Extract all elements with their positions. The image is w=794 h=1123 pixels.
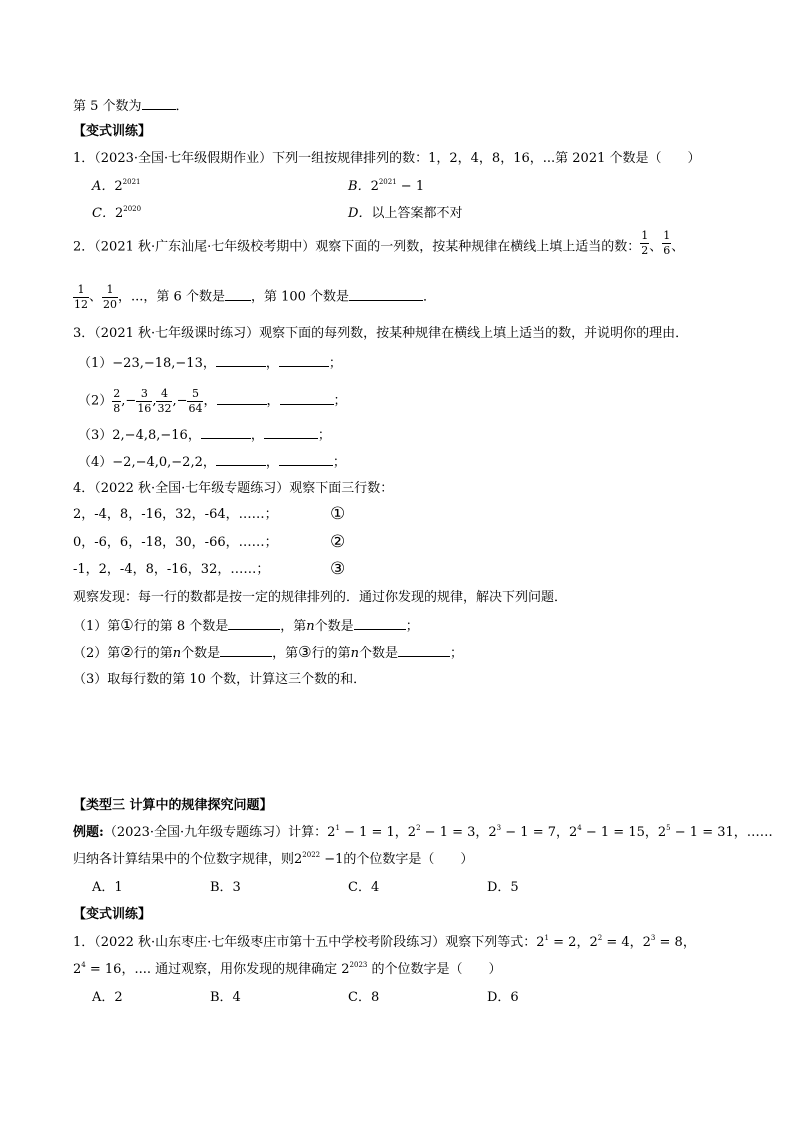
- type-three-heading: 【类型三 计算中的规律探究问题】: [73, 798, 273, 813]
- fraction: [662, 230, 671, 256]
- separator: ,: [152, 393, 157, 409]
- numerator: 1: [102, 284, 118, 298]
- equation-result: = 8，: [655, 935, 696, 950]
- q3-sub-2: [78, 388, 347, 414]
- part-text: 行的第: [133, 646, 173, 661]
- semicolon: ；: [332, 455, 346, 470]
- example-text: 归纳各计算结果中的个位数字规律，则: [73, 852, 295, 867]
- answer-blank: [279, 355, 329, 367]
- period: ．: [175, 99, 189, 114]
- q4-row-3: -1，2，-4，8，-16，32，……；: [73, 562, 270, 577]
- comma: ，: [266, 393, 280, 409]
- power-base: 2: [294, 852, 303, 867]
- option-text: 以上答案都不对: [371, 206, 463, 221]
- q4-observe-text: 观察发现：每一行的数都是按一定的规律排列的．通过你发现的规律，解决下列问题．: [73, 590, 568, 605]
- power-exponent: 1: [335, 824, 340, 832]
- row-marker: ①: [120, 616, 134, 634]
- q1-option-d: [348, 207, 462, 220]
- question-1-stem: 1．（2023·全国·七年级假期作业）下列一组按规律排列的数：1，2，4，8，16，...第 2021 个数是（ ）: [73, 151, 701, 166]
- power-exponent: 4: [577, 824, 582, 832]
- example-option-d: D．5: [487, 880, 519, 895]
- q1-option-b: [348, 180, 424, 193]
- answer-blank: [142, 98, 176, 110]
- question-2-line-2: [73, 284, 436, 310]
- comma: ，: [202, 455, 216, 470]
- comma: ，: [202, 356, 216, 371]
- option-exponent: 2021: [378, 178, 397, 186]
- fraction: [187, 388, 203, 414]
- row-2-marker: ②: [330, 532, 346, 552]
- variant-question-1-line-1: [73, 936, 696, 949]
- part-text: 行的第 8 个数是: [133, 619, 229, 634]
- power-exponent: 1: [544, 934, 550, 942]
- equation-result: − 1 = 7，: [501, 825, 569, 840]
- part-text: 个数是: [359, 646, 399, 661]
- fraction: [112, 388, 121, 414]
- row-1-marker: ①: [330, 504, 346, 524]
- q3-sub-3: [78, 427, 331, 442]
- separator: 、: [89, 289, 103, 305]
- answer-blank: [228, 618, 280, 630]
- answer-blank: [217, 393, 267, 405]
- semicolon: ；: [317, 428, 331, 443]
- question-3-stem: 3．（2021 秋·七年级课时练习）观察下面的每列数，按某种规律在横线上填上适当的数，并说明你的理由．: [73, 326, 689, 341]
- power-exponent: 2: [597, 934, 603, 942]
- sequence: −23,−18,−13: [112, 356, 203, 371]
- part-text: 个数是: [314, 619, 354, 634]
- sequence: 2,−4,8,−16: [112, 428, 188, 443]
- answer-blank: [354, 618, 406, 630]
- power-base: 2: [488, 825, 497, 840]
- variant-question-1-line-2: [73, 963, 502, 976]
- q3-sub-1: [78, 355, 342, 370]
- answer-blank: [201, 427, 251, 439]
- sub-label: （2）: [78, 393, 113, 409]
- row-3-marker: ③: [330, 559, 346, 579]
- option-tail: − 1: [396, 179, 425, 194]
- semicolon: ；: [450, 646, 464, 661]
- power-base: 2: [589, 935, 598, 950]
- power-base: 2: [407, 825, 417, 840]
- numerator: 4: [156, 388, 172, 402]
- sequence: −2,−4,0,−2,2: [112, 455, 203, 470]
- q4-row-1: 2，-4，8，-16，32，-64，……；: [73, 507, 278, 522]
- example-label: 例题:: [73, 825, 104, 840]
- power-base: 2: [642, 935, 651, 950]
- separator: ,−: [121, 393, 137, 409]
- separator: 、: [649, 239, 663, 255]
- denominator: 64: [188, 401, 203, 415]
- variant-option-b: B．4: [210, 990, 241, 1005]
- answer-blank: [225, 289, 251, 301]
- sub-label: （4）: [78, 455, 113, 470]
- numerator: 1: [73, 284, 89, 298]
- separator: ,−: [172, 393, 188, 409]
- q3-sub-4: [78, 454, 346, 469]
- example-source: （2023·全国·九年级专题练习）计算：: [103, 825, 328, 840]
- denominator: 8: [113, 401, 121, 415]
- numerator: 3: [136, 388, 152, 402]
- q4-row-2: 0，-6，6，-18，30，-66，……；: [73, 535, 278, 550]
- question-stem: 1．（2022 秋·山东枣庄·七年级枣庄市第十五中学校考阶段练习）观察下列等式：: [73, 935, 537, 950]
- part-text: （1）第: [73, 619, 121, 634]
- part-text: 个数是: [181, 646, 221, 661]
- example-line-2: [73, 853, 473, 866]
- denominator: 2: [641, 243, 649, 257]
- variant-training-heading: 【变式训练】: [73, 124, 152, 139]
- q1-option-c: [92, 207, 141, 220]
- fifth-number-line: [73, 98, 189, 113]
- numerator: 5: [187, 388, 203, 402]
- answer-blank: [220, 645, 272, 657]
- row-marker: ②: [120, 643, 134, 661]
- fifth-number-text: 第 5 个数为: [73, 99, 142, 114]
- question-text: 的个位数字是（ ）: [367, 962, 502, 977]
- q4-part-1: [73, 618, 419, 633]
- power-base: 2: [73, 962, 82, 977]
- power-base: 2: [341, 962, 350, 977]
- fraction: [102, 284, 118, 310]
- option-exponent: 2021: [122, 178, 141, 186]
- power-exponent: 4: [81, 961, 86, 969]
- variable-n: n: [172, 646, 182, 661]
- denominator: 20: [103, 297, 118, 311]
- question-2-stem: 2．（2021 秋·广东汕尾·七年级校考期中）观察下面的一列数，按某种规律在横线上填上适当的数：: [73, 239, 641, 255]
- option-label: A．: [92, 179, 115, 194]
- part-text: 行的第: [311, 646, 351, 661]
- option-label: D．: [348, 206, 372, 221]
- equation-result: − 1 = 1，: [339, 825, 408, 840]
- answer-blank: [264, 427, 318, 439]
- numerator: 1: [663, 229, 671, 242]
- semicolon: ；: [333, 393, 347, 409]
- sub-label: （3）: [78, 428, 113, 443]
- fraction: [640, 230, 649, 256]
- comma: ，: [250, 428, 264, 443]
- option-label: C．: [92, 206, 115, 221]
- denominator: 6: [663, 243, 671, 257]
- variant-training-heading-2: 【变式训练】: [73, 907, 152, 922]
- q2-text: ，第 100 个数是: [250, 289, 350, 305]
- q1-option-a: [92, 180, 141, 193]
- example-option-b: B．3: [210, 880, 241, 895]
- comma: ，: [265, 356, 279, 371]
- denominator: 16: [137, 401, 152, 415]
- answer-blank: [349, 289, 423, 301]
- equation-result: − 1 = 3，: [420, 825, 489, 840]
- semicolon: ；: [405, 619, 419, 634]
- part-text: （2）第: [73, 646, 121, 661]
- question-4-stem: 4．（2022 秋·全国·七年级专题练习）观察下面三行数：: [73, 481, 394, 496]
- option-exponent: 2020: [123, 205, 142, 213]
- variant-option-d: D．6: [487, 990, 519, 1005]
- variable-n: n: [306, 619, 315, 634]
- power-base: 2: [536, 935, 545, 950]
- example-text: 的个位数字是（ ）: [343, 852, 474, 867]
- comma: ，: [265, 455, 279, 470]
- example-option-a: A．1: [92, 880, 123, 895]
- power-exponent: 3: [650, 934, 656, 942]
- period: ．: [423, 289, 437, 305]
- answer-blank: [216, 355, 266, 367]
- q4-part-2: [73, 645, 463, 660]
- denominator: 32: [157, 401, 172, 415]
- equation-result: − 1 = 31，……: [670, 825, 773, 840]
- fraction: [73, 284, 89, 310]
- part-text: ，第: [272, 646, 299, 661]
- power-exponent: 2022: [302, 851, 321, 859]
- option-label: B．: [348, 179, 371, 194]
- semicolon: ；: [328, 356, 342, 371]
- sub-label: （1）: [78, 356, 113, 371]
- row-marker: ③: [298, 643, 312, 661]
- power-base: 2: [657, 825, 667, 840]
- variant-option-c: C．8: [348, 990, 380, 1005]
- q2-text: ，...，第 6 个数是: [118, 289, 225, 305]
- example-option-c: C．4: [348, 880, 380, 895]
- numerator: 1: [641, 229, 649, 242]
- comma: ，: [187, 428, 201, 443]
- answer-blank: [279, 454, 333, 466]
- example-line-1: [73, 826, 773, 839]
- answer-blank: [216, 454, 266, 466]
- power-exponent: 2: [416, 824, 421, 832]
- power-exponent: 3: [496, 824, 502, 832]
- separator: 、: [671, 239, 685, 255]
- variant-option-a: A．2: [92, 990, 123, 1005]
- comma: ，: [203, 393, 217, 409]
- variable-n: n: [350, 646, 359, 661]
- question-2-line-1: [73, 229, 685, 257]
- equation-result: = 2，: [549, 935, 590, 950]
- question-text: = 16，.... 通过观察，用你发现的规律确定: [85, 962, 342, 977]
- power-exponent: 2023: [349, 961, 368, 969]
- numerator: 2: [113, 387, 121, 400]
- fraction: [136, 388, 152, 414]
- power-base: 2: [569, 825, 578, 840]
- answer-blank: [398, 645, 450, 657]
- option-base: 2: [370, 179, 379, 194]
- equation-result: − 1 = 15，: [581, 825, 658, 840]
- option-base: 2: [114, 206, 124, 221]
- equation-result: = 4，: [602, 935, 643, 950]
- power-exponent: 5: [666, 824, 671, 832]
- expression-tail: −1: [320, 852, 344, 867]
- power-base: 2: [327, 825, 336, 840]
- answer-blank: [280, 393, 334, 405]
- denominator: 12: [74, 297, 88, 311]
- part-text: ，第: [280, 619, 307, 634]
- fraction: [156, 388, 172, 414]
- option-base: 2: [114, 179, 123, 194]
- q4-part-3: （3）取每行数的第 10 个数，计算这三个数的和．: [73, 672, 367, 687]
